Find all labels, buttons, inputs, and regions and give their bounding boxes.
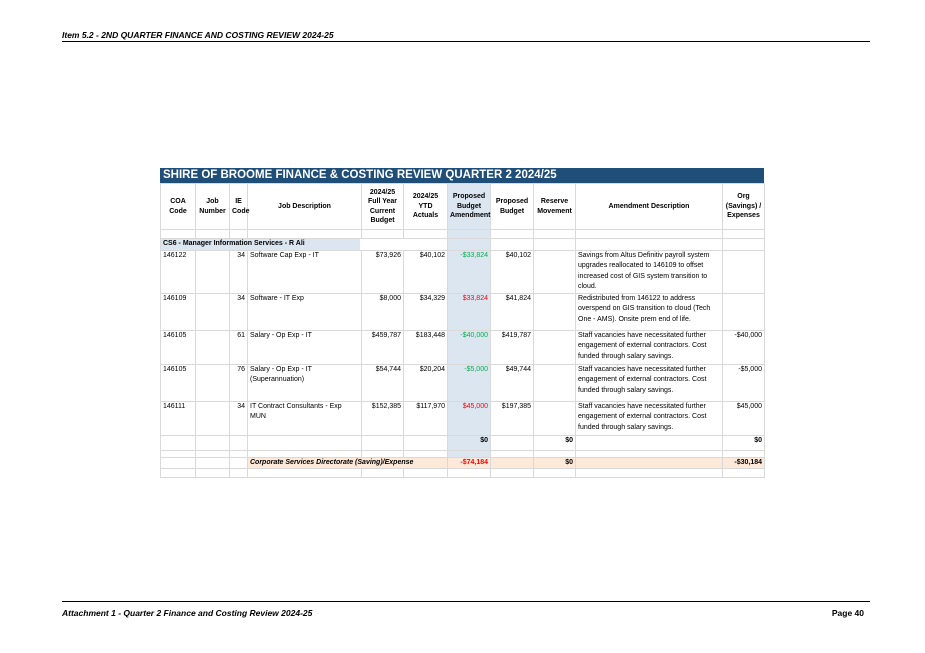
proposed-budget: $40,102 — [491, 250, 534, 293]
budget-amendment: -$5,000 — [448, 364, 491, 401]
job-description: Salary - Op Exp - IT — [248, 330, 362, 364]
table-row — [161, 330, 765, 364]
reserve-movement — [534, 330, 576, 364]
ytd-actuals: $117,970 — [404, 401, 448, 435]
section-row — [161, 239, 765, 251]
col-amendment-description: Amendment Description — [576, 184, 723, 230]
page-footer — [62, 601, 870, 618]
subtotal-org: $0 — [723, 435, 765, 450]
finance-review-sheet — [160, 168, 764, 478]
org-savings: $45,000 — [723, 401, 765, 435]
spacer-row — [161, 450, 765, 457]
coa-code: 146122 — [161, 250, 196, 293]
budget-amendment: $33,824 — [448, 293, 491, 330]
col-reserve-movement: Reserve Movement — [534, 184, 576, 230]
col-ytd-actuals: 2024/25 YTD Actuals — [404, 184, 448, 230]
current-budget: $73,926 — [362, 250, 404, 293]
budget-amendment: -$33,824 — [448, 250, 491, 293]
page-number: Page 40 — [831, 608, 864, 618]
job-number — [196, 401, 230, 435]
budget-amendment: $45,000 — [448, 401, 491, 435]
job-description: Software - IT Exp — [248, 293, 362, 330]
reserve-movement — [534, 401, 576, 435]
total-amendment: -$74,184 — [448, 457, 491, 469]
amendment-description: Staff vacancies have necessitated further engagement of external contractors. Cost funded through salary savings. — [576, 364, 723, 401]
total-label: Corporate Services Directorate (Saving)/Expense — [248, 457, 448, 469]
reserve-movement — [534, 250, 576, 293]
current-budget: $8,000 — [362, 293, 404, 330]
footer-title: Attachment 1 - Quarter 2 Finance and Costing Review 2024-25 — [62, 608, 313, 618]
col-coa-code: COA Code — [161, 184, 196, 230]
proposed-budget: $197,385 — [491, 401, 534, 435]
coa-code: 146105 — [161, 330, 196, 364]
amendment-description: Savings from Altus Definitiv payroll system upgrades reallocated to 146109 to offset increased cost of GIS system transition to cloud. — [576, 250, 723, 293]
ytd-actuals: $40,102 — [404, 250, 448, 293]
amendment-description: Redistributed from 146122 to address overspend on GIS transition to cloud (Tech One - AMS). Onsite prem end of life. — [576, 293, 723, 330]
table-row — [161, 364, 765, 401]
ie-code: 34 — [230, 293, 248, 330]
col-proposed-budget: Proposed Budget — [491, 184, 534, 230]
job-description: Salary - Op Exp - IT (Superannuation) — [248, 364, 362, 401]
ie-code: 34 — [230, 401, 248, 435]
ie-code: 61 — [230, 330, 248, 364]
job-description: IT Contract Consultants - Exp MUN — [248, 401, 362, 435]
reserve-movement — [534, 364, 576, 401]
table-row — [161, 250, 765, 293]
ie-code: 34 — [230, 250, 248, 293]
budget-amendment: -$40,000 — [448, 330, 491, 364]
col-ie-code: IE Code — [230, 184, 248, 230]
col-current-budget: 2024/25 Full Year Current Budget — [362, 184, 404, 230]
job-number — [196, 330, 230, 364]
proposed-budget: $41,824 — [491, 293, 534, 330]
subtotal-amendment: $0 — [448, 435, 491, 450]
current-budget: $152,385 — [362, 401, 404, 435]
coa-code: 146109 — [161, 293, 196, 330]
current-budget: $54,744 — [362, 364, 404, 401]
job-number — [196, 364, 230, 401]
current-budget: $459,787 — [362, 330, 404, 364]
amendment-description: Staff vacancies have necessitated further engagement of external contractors. Cost funded through salary savings. — [576, 401, 723, 435]
ytd-actuals: $20,204 — [404, 364, 448, 401]
coa-code: 146105 — [161, 364, 196, 401]
spacer-row — [161, 230, 765, 239]
ie-code: 76 — [230, 364, 248, 401]
col-job-number: Job Number — [196, 184, 230, 230]
col-org-savings: Org (Savings) / Expenses — [723, 184, 765, 230]
coa-code: 146111 — [161, 401, 196, 435]
section-label: CS6 - Manager Information Services - R Ali — [161, 239, 360, 250]
proposed-budget: $49,744 — [491, 364, 534, 401]
page-header: Item 5.2 - 2ND QUARTER FINANCE AND COSTING REVIEW 2024-25 — [62, 30, 870, 42]
spacer-row — [161, 469, 765, 478]
total-org: -$30,184 — [723, 457, 765, 469]
proposed-budget: $419,787 — [491, 330, 534, 364]
job-number — [196, 250, 230, 293]
table-row — [161, 401, 765, 435]
job-description: Software Cap Exp - IT — [248, 250, 362, 293]
finance-table — [160, 183, 765, 478]
ytd-actuals: $183,448 — [404, 330, 448, 364]
table-row — [161, 293, 765, 330]
col-budget-amendment: Proposed Budget Amendment — [448, 184, 491, 230]
reserve-movement — [534, 293, 576, 330]
org-savings — [723, 293, 765, 330]
sheet-title: SHIRE OF BROOME FINANCE & COSTING REVIEW QUARTER 2 2024/25 — [160, 168, 764, 183]
ytd-actuals: $34,329 — [404, 293, 448, 330]
amendment-description: Staff vacancies have necessitated further engagement of external contractors. Cost funded through salary savings. — [576, 330, 723, 364]
org-savings: -$40,000 — [723, 330, 765, 364]
job-number — [196, 293, 230, 330]
total-row — [161, 457, 765, 469]
org-savings — [723, 250, 765, 293]
subtotal-reserve: $0 — [534, 435, 576, 450]
header-row — [161, 184, 765, 230]
total-reserve: $0 — [534, 457, 576, 469]
org-savings: -$5,000 — [723, 364, 765, 401]
col-job-description: Job Description — [248, 184, 362, 230]
subtotal-row — [161, 435, 765, 450]
